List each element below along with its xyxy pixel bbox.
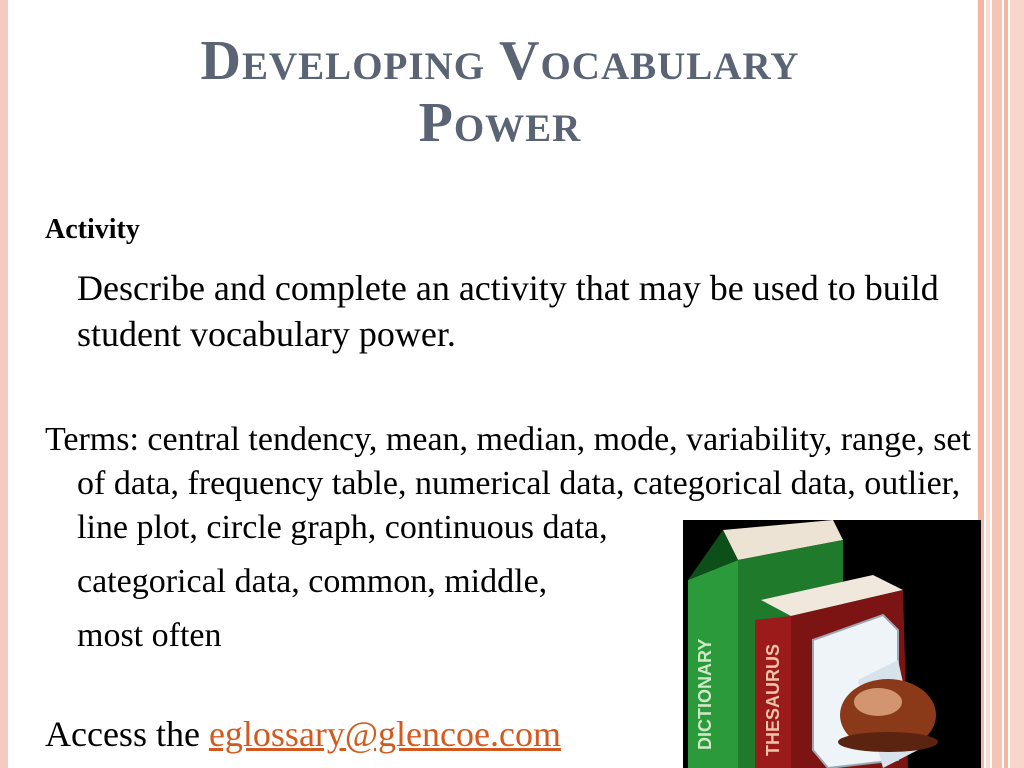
activity-description: Describe and complete an activity that may be used to build student vocabulary power. [77, 268, 939, 354]
book-label-dictionary: DICTIONARY [695, 638, 715, 750]
terms-list: Terms: central tendency, mean, median, mode, variability, range, set of data, frequency table, numerical data, categorical data, outlier, line plot, circle graph, continuous data, [45, 421, 971, 546]
right-border-stripes [978, 0, 1024, 768]
eglossary-link[interactable]: eglossary@glencoe.com [208, 714, 561, 754]
activity-heading: Activity [45, 214, 140, 245]
title-line-2: Power [418, 92, 582, 154]
book-label-thesaurus: THESAURUS [763, 643, 783, 756]
title-line-1: Developing Vocabulary [200, 30, 800, 92]
books-clipart-image [683, 520, 981, 768]
access-prefix: Access the [45, 714, 209, 754]
slide-title [40, 30, 960, 154]
left-border-stripe [0, 0, 8, 768]
terms-list-continued: categorical data, common, middle, [77, 563, 548, 600]
books-illustration [683, 520, 981, 768]
terms-list-end: most often [77, 617, 222, 654]
access-line [45, 712, 561, 756]
